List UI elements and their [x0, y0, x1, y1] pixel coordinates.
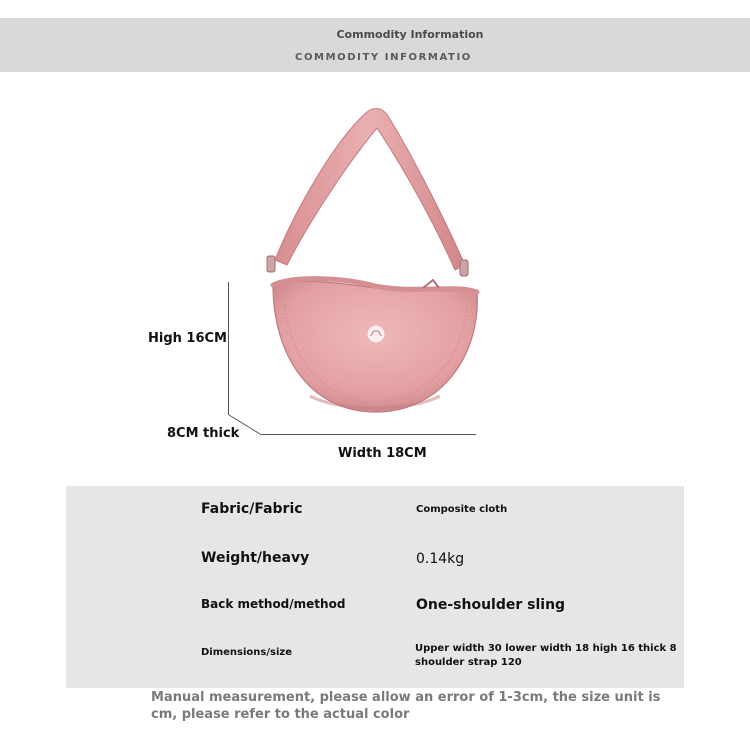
spec-key: Weight/heavy: [201, 550, 310, 566]
spec-value: One-shoulder sling: [416, 597, 566, 613]
spec-table: [66, 486, 684, 688]
bag-strap: [275, 109, 465, 270]
bag-body: [273, 281, 477, 412]
measurement-note: Manual measurement, please allow an error of 1-3cm, the size unit is cm, please refer to the actual color: [151, 690, 661, 722]
header-title: Commodity Information: [336, 28, 484, 41]
spec-key: Fabric/Fabric: [201, 501, 303, 517]
width-label: Width 18CM: [338, 446, 427, 461]
header-banner: [0, 18, 750, 72]
spec-key: Dimensions/size: [201, 647, 293, 658]
thickness-label: 8CM thick: [167, 426, 240, 441]
height-line: [228, 282, 229, 415]
strap-buckle-right: [460, 260, 468, 276]
spec-value-line1: Upper width 30 lower width 18 high 16 thick 8: [415, 643, 677, 654]
spec-value-line2: shoulder strap 120: [415, 657, 522, 668]
bag-logo: [367, 325, 385, 343]
spec-key: Back method/method: [201, 597, 346, 611]
width-line: [260, 434, 476, 435]
header-subtitle: COMMODITY INFORMATIO: [295, 52, 472, 63]
height-label: High 16CM: [148, 331, 227, 346]
spec-value: 0.14kg: [416, 551, 465, 567]
strap-buckle-left: [267, 256, 275, 272]
product-image: [255, 100, 495, 430]
spec-value: Composite cloth: [416, 504, 508, 515]
